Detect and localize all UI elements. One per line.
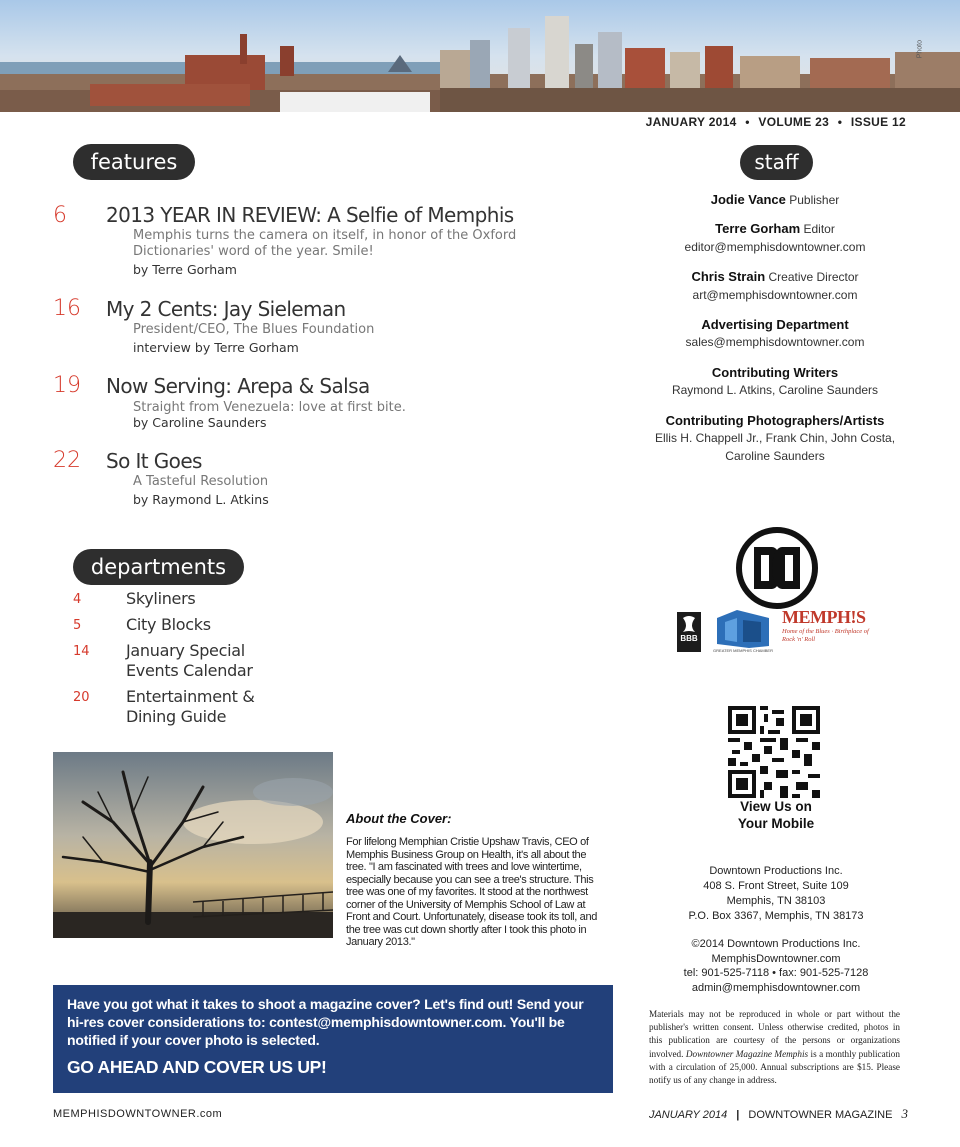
staff-name: Jodie Vance [710, 192, 786, 207]
editor-email-link[interactable]: editor@memphisdowntowner.com [684, 240, 866, 254]
staff-creative-director [640, 269, 910, 284]
feature-title[interactable]: 2013 YEAR IN REVIEW: A Selfie of Memphis [106, 203, 514, 227]
issue-month: JANUARY 2014 [645, 115, 737, 129]
department-title[interactable]: Entertainment & [126, 687, 255, 706]
publisher-copyright: ©2014 Downtown Productions Inc. [691, 938, 861, 950]
feature-page-number: 19 [53, 373, 81, 398]
issue-info [646, 115, 906, 129]
department-title[interactable]: January Special [126, 641, 245, 660]
bbb-logo [677, 612, 701, 652]
publisher-po-box: P.O. Box 3367, Memphis, TN 38173 [688, 910, 864, 922]
downtowner-logo [736, 527, 818, 609]
department-page-number: 20 [73, 690, 90, 705]
staff-editor [640, 221, 910, 236]
department-page-number: 14 [73, 644, 90, 659]
department-page-number: 4 [73, 592, 82, 607]
chamber-label: GREATER MEMPHIS CHAMBER [713, 648, 773, 653]
art-email-link[interactable]: art@memphisdowntowner.com [692, 288, 858, 302]
publisher-company: Downtown Productions Inc. [709, 865, 843, 877]
writers-heading [640, 365, 910, 380]
department-title-line2[interactable]: Dining Guide [126, 707, 227, 726]
header-skyline-photo [0, 0, 960, 112]
feature-page-number: 6 [53, 203, 67, 228]
feature-item[interactable] [53, 372, 553, 436]
feature-description: President/CEO, The Blues Foundation [133, 322, 375, 337]
departments-heading: departments [73, 549, 244, 585]
writers-list: Raymond L. Atkins, Caroline Saunders [671, 383, 879, 397]
feature-byline: by Terre Gorham [133, 262, 237, 277]
feature-byline: by Raymond L. Atkins [133, 492, 269, 507]
feature-description: Memphis turns the camera on itself, in honor of the Oxford [133, 228, 517, 243]
feature-title[interactable]: Now Serving: Arepa & Salsa [106, 374, 370, 398]
feature-page-number: 22 [53, 448, 81, 473]
advertising-heading [640, 317, 910, 332]
photo-credit: Photo [916, 40, 923, 59]
feature-title[interactable]: So It Goes [106, 449, 202, 473]
feature-item[interactable] [53, 200, 553, 280]
cover-contest-headline: GO AHEAD AND COVER US UP! [67, 1057, 327, 1077]
qr-caption-line2: Your Mobile [737, 816, 815, 831]
staff-publisher [640, 192, 910, 207]
footer-magazine: DOWNTOWNER MAGAZINE [748, 1109, 893, 1121]
department-item[interactable] [73, 615, 323, 637]
issue-separator: • [745, 115, 750, 129]
qr-caption [712, 798, 840, 832]
about-cover-title: About the Cover: [346, 811, 452, 826]
page-number: 3 [901, 1106, 908, 1121]
staff-role: Creative Director [768, 270, 859, 284]
staff-heading: staff [740, 145, 813, 180]
issue-volume: VOLUME 23 [758, 115, 830, 129]
feature-page-number: 16 [53, 296, 81, 321]
footer-issue [649, 1106, 908, 1122]
qr-code[interactable] [728, 706, 820, 798]
department-item[interactable] [73, 641, 323, 683]
advertising-label: Advertising Department [701, 317, 849, 332]
publisher-email-link[interactable]: admin@memphisdowntowner.com [691, 982, 861, 994]
department-item[interactable] [73, 687, 323, 729]
chamber-logo [707, 608, 779, 658]
department-page-number: 5 [73, 618, 82, 633]
issue-separator: • [837, 115, 843, 129]
feature-description: Dictionaries' word of the year. Smile! [133, 244, 374, 259]
footer-divider: | [736, 1109, 740, 1121]
qr-caption-line1: View Us on [740, 799, 812, 814]
cover-photo [53, 752, 333, 938]
photographers-label: Contributing Photographers/Artists [665, 413, 885, 428]
cover-contest-box [53, 985, 613, 1093]
staff-role: Editor [803, 222, 835, 236]
bbb-label: BBB [680, 634, 698, 643]
feature-byline: interview by Terre Gorham [133, 340, 299, 355]
legal-notice [649, 1008, 900, 1087]
issue-number: ISSUE 12 [850, 115, 906, 129]
feature-item[interactable] [53, 294, 553, 358]
feature-byline: by Caroline Saunders [133, 415, 267, 430]
footer-month: JANUARY 2014 [648, 1109, 728, 1121]
photographers-list: Ellis H. Chappell Jr., Frank Chin, John Costa, [654, 431, 896, 445]
feature-description: A Tasteful Resolution [133, 474, 269, 489]
photographers-heading [640, 413, 910, 428]
publisher-street: 408 S. Front Street, Suite 109 [703, 880, 849, 892]
footer-site-link[interactable]: MEMPHISDOWNTOWNER.com [53, 1108, 223, 1120]
about-cover-body: For lifelong Memphian Cristie Upshaw Travis, CEO of Memphis Business Group on Health, it's all about the tree. "I am fascinated with trees and love wintertime, especially because you can see a tree's structure. This tree was one of my favorites. It stood at the northwest corner of the University of Memphis School of Law at Front and Court. Unfortunately, disease took its toll, and the tree was cut down shortly after I took this photo in January 2013." [346, 836, 597, 948]
staff-name: Terre Gorham [715, 221, 801, 236]
publication-name: Downtowner Magazine Memphis [685, 1048, 809, 1059]
publisher-city: Memphis, TN 38103 [726, 895, 826, 907]
feature-description: Straight from Venezuela: love at first bite. [133, 400, 406, 415]
feature-item[interactable] [53, 448, 553, 512]
memphis-logo [782, 607, 872, 651]
features-heading: features [73, 144, 195, 180]
department-title-line2[interactable]: Events Calendar [126, 661, 253, 680]
legal-text: Materials may not be reproduced in whole or part without the publisher's written consent. Unless otherwise credited, photos in this publication are courtesy of the persons or organizations involved. [649, 1009, 900, 1059]
photographers-list-line2: Caroline Saunders [725, 449, 825, 463]
sales-email-link[interactable]: sales@memphisdowntowner.com [685, 335, 865, 349]
feature-title[interactable]: My 2 Cents: Jay Sieleman [106, 297, 346, 321]
staff-role: Publisher [789, 193, 840, 207]
legal-text-cont: is a monthly publication with a circulation of 25,000. Annual subscriptions are $15. Please notify us of any change in address. [649, 1048, 900, 1086]
department-item[interactable] [73, 589, 323, 611]
memphis-tagline: Home of the Blues · Birthplace of Rock 'n' Roll [782, 628, 869, 643]
publisher-phone: tel: 901-525-7118 • fax: 901-525-7128 [683, 967, 869, 979]
memphis-wordmark: MEMPH!S [782, 607, 866, 627]
department-title[interactable]: City Blocks [126, 615, 211, 634]
staff-name: Chris Strain [691, 269, 766, 284]
writers-label: Contributing Writers [711, 365, 839, 380]
cover-contest-text: Have you got what it takes to shoot a magazine cover? Let's find out! Send your hi-res cover considerations to: contest@memphisdowntowner.com. You'll be notified if your cover photo is selected. [67, 996, 584, 1048]
department-title[interactable]: Skyliners [126, 589, 196, 608]
publisher-website-link[interactable]: MemphisDowntowner.com [711, 953, 841, 965]
